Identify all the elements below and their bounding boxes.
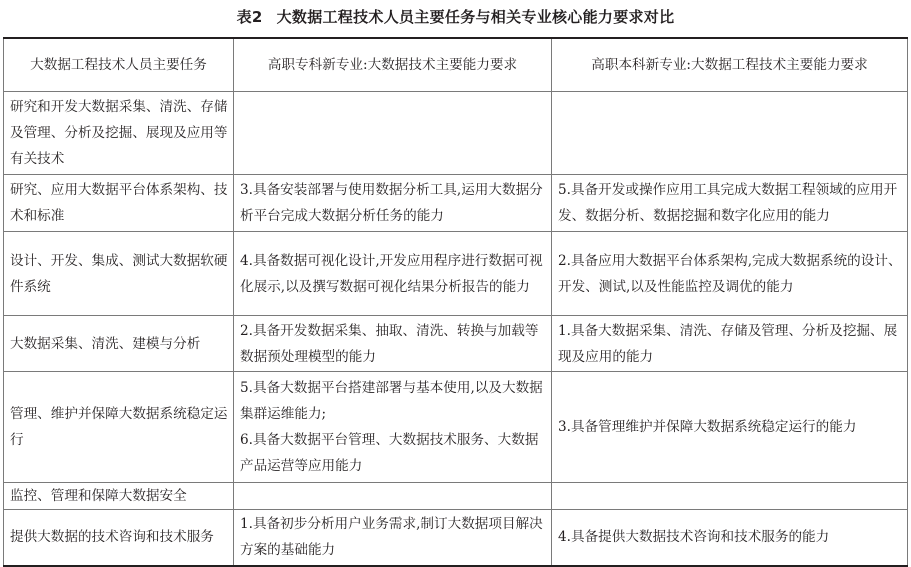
- table-number: 表2: [236, 8, 263, 26]
- undergraduate-cell: [552, 483, 908, 510]
- header-undergraduate: 高职本科新专业:大数据工程技术主要能力要求: [552, 38, 908, 92]
- vocational-cell: 1.具备初步分析用户业务需求,制订大数据项目解决方案的基础能力: [234, 510, 552, 566]
- table-row: [4, 372, 908, 483]
- vocational-cell: [234, 372, 552, 483]
- table-row: [4, 510, 908, 566]
- vocational-item: 5.具备大数据平台搭建部署与基本使用,以及大数据集群运维能力;: [240, 380, 543, 422]
- header-row: [4, 38, 908, 92]
- task-cell: 提供大数据的技术咨询和技术服务: [4, 510, 234, 566]
- table-row: [4, 92, 908, 175]
- header-task: 大数据工程技术人员主要任务: [4, 38, 234, 92]
- undergraduate-cell: 3.具备管理维护并保障大数据系统稳定运行的能力: [552, 372, 908, 483]
- task-cell: 研究、应用大数据平台体系架构、技术和标准: [4, 175, 234, 232]
- vocational-cell: 4.具备数据可视化设计,开发应用程序进行数据可视化展示,以及撰写数据可视化结果分析报告的能力: [234, 232, 552, 316]
- undergraduate-cell: 2.具备应用大数据平台体系架构,完成大数据系统的设计、开发、测试,以及性能监控及调优的能力: [552, 232, 908, 316]
- vocational-item: 6.具备大数据平台管理、大数据技术服务、大数据产品运营等应用能力: [240, 432, 539, 474]
- vocational-cell: 2.具备开发数据采集、抽取、清洗、转换与加载等数据预处理模型的能力: [234, 316, 552, 372]
- vocational-cell: [234, 92, 552, 175]
- header-vocational: 高职专科新专业:大数据技术主要能力要求: [234, 38, 552, 92]
- undergraduate-cell: [552, 92, 908, 175]
- vocational-cell: 3.具备安装部署与使用数据分析工具,运用大数据分析平台完成大数据分析任务的能力: [234, 175, 552, 232]
- comparison-table: [3, 37, 908, 567]
- table-row: [4, 175, 908, 232]
- task-cell: 大数据采集、清洗、建模与分析: [4, 316, 234, 372]
- task-cell: 管理、维护并保障大数据系统稳定运行: [4, 372, 234, 483]
- table-row: [4, 316, 908, 372]
- undergraduate-cell: 5.具备开发或操作应用工具完成大数据工程领域的应用开发、数据分析、数据挖掘和数字化应用的能力: [552, 175, 908, 232]
- task-cell: 研究和开发大数据采集、清洗、存储及管理、分析及挖掘、展现及应用等有关技术: [4, 92, 234, 175]
- vocational-cell: [234, 483, 552, 510]
- table-row: [4, 483, 908, 510]
- undergraduate-cell: 4.具备提供大数据技术咨询和技术服务的能力: [552, 510, 908, 566]
- table-title: 大数据工程技术人员主要任务与相关专业核心能力要求对比: [276, 8, 675, 26]
- undergraduate-cell: 1.具备大数据采集、清洗、存储及管理、分析及挖掘、展现及应用的能力: [552, 316, 908, 372]
- task-cell: 设计、开发、集成、测试大数据软硬件系统: [4, 232, 234, 316]
- table-caption: [0, 7, 911, 27]
- table-row: [4, 232, 908, 316]
- task-cell: 监控、管理和保障大数据安全: [4, 483, 234, 510]
